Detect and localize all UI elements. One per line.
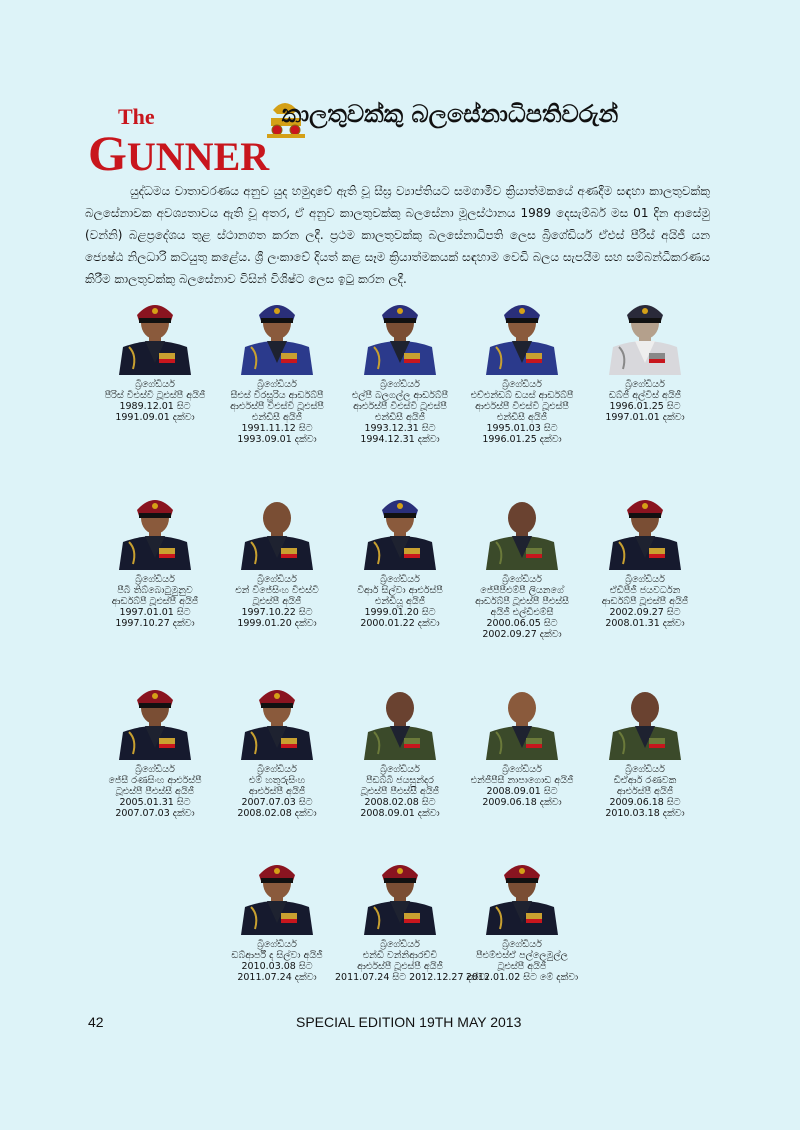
commander-portrait <box>605 480 685 570</box>
commander-tenure-line: 2008.01.31 දක්වා <box>605 618 685 629</box>
commander-name-line: ආර්එස්පී අයිජී <box>616 786 674 797</box>
commander-caption <box>335 379 465 445</box>
commander-caption <box>212 379 342 445</box>
commander-caption <box>580 764 710 819</box>
commander-caption <box>212 764 342 819</box>
commander-name-line: එන්ඩී වන්නිආරච්චි <box>362 950 438 961</box>
commander-portrait <box>237 480 317 570</box>
commander-card <box>90 480 220 629</box>
commander-name-line: පීබී තිබ්බොටුමුනුව <box>117 585 193 596</box>
commander-caption <box>457 764 587 808</box>
commander-card <box>335 670 465 819</box>
commander-name-line: ආර්ඩබ්පී ටූඑස්පී අයිජී <box>601 596 689 607</box>
commander-name-line: වීආර් සිල්වා ආර්එස්පී <box>357 585 443 596</box>
commander-portrait <box>237 845 317 935</box>
commander-name-line: ජේසී රණසිංහ ආර්එස්පී <box>108 775 202 786</box>
commander-name-line: සීඑස් වීරසූරිය ආර්ඩබ්පී <box>230 390 324 401</box>
commander-rank: බ්‍රිගේඩියර් <box>135 764 175 775</box>
commander-caption <box>212 939 342 983</box>
commander-name-line: එන් විජේසිංහ වීඑස්වී <box>235 585 319 596</box>
commander-rank: බ්‍රිගේඩියර් <box>135 379 175 390</box>
commander-name-line: ටූඑස්පී අයිජී <box>252 596 302 607</box>
intro-paragraph: යුද්ධමය වාතාවරණය අනුව යුද හමුදාවේ ඇති වූ සීඝ්‍ර ව්‍යාප්තියට සමගාමීව ක්‍රියාත්මකයේ අණදීම සඳහා කාලතුවක්කු බලසේනාවක අවශ්‍යතාවය ඇති වූ අතර, ඒ අනුව කාලතුවක්කු බලසේනා මූලස්ථානය 1989 දෙසැම්බර් මස 01 දින ආසේමු (වන්නි) බළප්‍රදේශය තුළ ස්ථානගත කරන ලදී. ප්‍රථම කාලතුවක්කු බලසේනාධිපති ලෙස බ්‍රිගේඩියර් ඒඑස් පීරිස් අයිජී යන ජ්‍යෙෂ්ඨ නිලධාරි කටයුතු කළේය. ශ්‍රී ලංකාවේ දියත් කළ සෑම ක්‍රියාත්මකයක් සඳහාම වෙඩි බලය සැපයීම සහ සම්බන්ධීකරණය කිරීම කාලතුවක්කු බලසේනාව විසින් විශිෂ්ට ලෙස ඉටු කරන ලදී. <box>85 184 710 286</box>
commander-tenure-line: 2000.06.05 සිට <box>486 618 558 629</box>
commander-card <box>457 845 587 983</box>
commander-rank: බ්‍රිගේඩියර් <box>502 574 542 585</box>
commander-rank: බ්‍රිගේඩියර් <box>380 574 420 585</box>
commander-name-line: ඩබ්ජී අල්විස් අයිජී <box>608 390 682 401</box>
commander-tenure-line: 2002.09.27 දක්වා <box>482 629 562 640</box>
commander-rank: බ්‍රිගේඩියර් <box>502 939 542 950</box>
commander-tenure-line: 2009.06.18 සිට <box>609 797 681 808</box>
commander-tenure-line: 1995.01.03 සිට <box>486 423 558 434</box>
commander-rank: බ්‍රිගේඩියර් <box>380 764 420 775</box>
commander-caption <box>457 379 587 445</box>
commander-tenure-line: 1999.01.20 සිට <box>364 607 436 618</box>
commander-name-line: ඩබ්ආර්පී ද සිල්වා අයිජී <box>231 950 323 961</box>
commander-portrait <box>360 670 440 760</box>
logo-gunner: GUNNER <box>88 125 270 181</box>
commander-caption <box>335 764 465 819</box>
commander-name-line: ටූඑස්පී අයිජී <box>497 961 547 972</box>
commander-tenure-line: 2010.03.08 සිට <box>241 961 313 972</box>
commander-portrait <box>605 670 685 760</box>
commander-name-line: එම් හතුරුසිංහ <box>248 775 306 786</box>
commander-caption <box>212 574 342 629</box>
commander-rank: බ්‍රිගේඩියර් <box>502 379 542 390</box>
commander-rank: බ්‍රිගේඩියර් <box>257 574 297 585</box>
commander-name-line: ඒඩීපීජී ජයවර්ධන <box>609 585 681 596</box>
commander-portrait <box>115 480 195 570</box>
commander-name-line: ආර්එස්පී අයිජී <box>248 786 306 797</box>
commander-card <box>580 285 710 423</box>
commander-portrait <box>605 285 685 375</box>
commander-rank: බ්‍රිගේඩියර් <box>625 379 665 390</box>
commander-name-line: එන්ඩීසී අයිජී <box>496 412 548 423</box>
commander-name-line: ආර්ඩබ්පී ටූඑස්පී අයිජී <box>111 596 199 607</box>
commander-name-line: එන්ඩීයූ අයිජී <box>374 596 426 607</box>
commander-tenure-line: 2008.09.01 සිට <box>486 786 558 797</box>
commander-card <box>580 670 710 819</box>
commander-name-line: ආර්එස්පී වීඑස්වී ටූඑස්පී <box>475 401 569 412</box>
commander-tenure-line: 2012.01.02 සිට මේ දක්වා <box>465 972 579 983</box>
commander-caption <box>457 574 587 640</box>
commander-caption <box>90 574 220 629</box>
commander-tenure-line: 1997.10.27 දක්වා <box>115 618 195 629</box>
gunner-logo <box>88 100 270 181</box>
commander-card <box>457 285 587 445</box>
commander-rank: බ්‍රිගේඩියර් <box>502 764 542 775</box>
commander-portrait <box>237 670 317 760</box>
commander-portrait <box>115 285 195 375</box>
commander-tenure-line: 2005.01.31 සිට <box>119 797 191 808</box>
commander-rank: බ්‍රිගේඩියර් <box>625 574 665 585</box>
commander-name-line: ආර්එස්පී වීඑස්වී ටූඑස්පී <box>353 401 447 412</box>
commander-card <box>90 670 220 819</box>
commander-card <box>212 845 342 983</box>
commander-portrait <box>360 285 440 375</box>
commander-name-line: ආර්එස්පී වීඑස්වී ටූඑස්පී <box>230 401 324 412</box>
commander-portrait <box>482 285 562 375</box>
commander-rank: බ්‍රිගේඩියර් <box>135 574 175 585</box>
commander-caption <box>335 574 465 629</box>
commander-rank: බ්‍රිගේඩියර් <box>257 379 297 390</box>
commander-tenure-line: 1989.12.01 සිට <box>119 401 191 412</box>
commander-tenure-line: 1996.01.25 සිට <box>609 401 681 412</box>
commander-portrait <box>360 845 440 935</box>
commander-tenure-line: 1991.11.12 සිට <box>241 423 313 434</box>
commander-name-line: පීඑම්එස්ඒ පල්ලෙමුල්ල <box>476 950 568 961</box>
commander-portrait <box>115 670 195 760</box>
commander-card <box>212 670 342 819</box>
commander-tenure-line: 2007.07.03 දක්වා <box>115 808 195 819</box>
commander-card <box>90 285 220 423</box>
commander-card <box>335 285 465 445</box>
page-title: කාලතුවක්කු බලසේනාධිපතිවරුන් <box>281 100 619 128</box>
commander-tenure-line: 1993.09.01 දක්වා <box>237 434 317 445</box>
commander-tenure-line: 1999.01.20 දක්වා <box>237 618 317 629</box>
commander-card <box>335 480 465 629</box>
commander-tenure-line: 2000.01.22 දක්වා <box>360 618 440 629</box>
commander-name-line: එන්ජීපීසී නාපාගොඩ අයිජී <box>470 775 574 786</box>
commander-name-line: ආර්ඩබ්පී ටූඑස්පී පීඑස්සී <box>475 596 569 607</box>
commander-name-line: ටූඑස්පී පීඑස්සී අයිජී <box>115 786 195 797</box>
commander-portrait <box>360 480 440 570</box>
commander-tenure-line: 2010.03.18 දක්වා <box>605 808 685 819</box>
commander-name-line: එන්ඩීසී අයිජී <box>251 412 303 423</box>
commander-card <box>580 480 710 629</box>
commander-tenure-line: 2011.07.24 සිට 2012.12.27 දක්වා <box>335 972 489 983</box>
commander-name-line: ටූඑස්පී පීඑස්සී අයිජී <box>360 786 440 797</box>
commander-name-line: එල්පී බලගල්ල ආර්ඩබ්පී <box>351 390 449 401</box>
commander-tenure-line: 2008.02.08 සිට <box>364 797 436 808</box>
commander-portrait <box>237 285 317 375</box>
commander-portrait <box>482 480 562 570</box>
commander-tenure-line: 1997.01.01 දක්වා <box>605 412 685 423</box>
commander-rank: බ්‍රිගේඩියර් <box>625 764 665 775</box>
commander-caption <box>580 574 710 629</box>
commander-tenure-line: 2008.09.01 දක්වා <box>360 808 440 819</box>
commander-caption <box>457 939 587 983</box>
logo-the: The <box>118 104 155 129</box>
commander-portrait <box>482 670 562 760</box>
commander-name-line: පීරිස් වීඑස්වී ටූඑස්පී අයිජී <box>104 390 206 401</box>
commander-tenure-line: 1994.12.31 දක්වා <box>360 434 440 445</box>
commander-rank: බ්‍රිගේඩියර් <box>380 939 420 950</box>
commander-tenure-line: 1993.12.31 සිට <box>364 423 436 434</box>
commander-card <box>212 285 342 445</box>
commander-card <box>457 670 587 808</box>
commander-card <box>335 845 489 983</box>
commander-tenure-line: 1996.01.25 දක්වා <box>482 434 562 445</box>
commander-tenure-line: 2008.02.08 දක්වා <box>237 808 317 819</box>
commander-name-line: ඩීඒආර් රණවක <box>613 775 677 786</box>
commander-card <box>457 480 587 640</box>
page-number: 42 <box>88 1014 104 1030</box>
commander-tenure-line: 1997.01.01 සිට <box>119 607 191 618</box>
commander-tenure-line: 2002.09.27 සිට <box>609 607 681 618</box>
commander-name-line: අයිජී එල්ඩීඑම්සී <box>490 607 554 618</box>
commander-rank: බ්‍රිගේඩියර් <box>257 764 297 775</box>
commander-caption <box>580 379 710 423</box>
commander-tenure-line: 2011.07.24 දක්වා <box>237 972 317 983</box>
commander-name-line: ආර්එස්පී ටූඑස්පී අයිජී <box>357 961 443 972</box>
commander-caption <box>90 379 220 423</box>
edition-label: SPECIAL EDITION 19TH MAY 2013 <box>296 1014 522 1030</box>
commander-name-line: එච්එන්ඩබ් ඩයස් ආර්ඩබ්පී <box>470 390 574 401</box>
commander-tenure-line: 1991.09.01 දක්වා <box>115 412 195 423</box>
commander-name-line: පීඩබ්බී ජයසුන්දර <box>366 775 434 786</box>
commander-name-line: ජේපීපීඑම්පී ලියනගේ <box>480 585 564 596</box>
commander-card <box>212 480 342 629</box>
commander-rank: බ්‍රිගේඩියර් <box>380 379 420 390</box>
commander-name-line: එන්ඩීසී අයිජී <box>374 412 426 423</box>
commander-tenure-line: 2009.06.18 දක්වා <box>482 797 562 808</box>
commander-tenure-line: 2007.07.03 සිට <box>241 797 313 808</box>
commander-caption <box>335 939 489 983</box>
commander-caption <box>90 764 220 819</box>
commander-rank: බ්‍රිගේඩියර් <box>257 939 297 950</box>
commander-tenure-line: 1997.10.22 සිට <box>241 607 313 618</box>
commander-portrait <box>482 845 562 935</box>
